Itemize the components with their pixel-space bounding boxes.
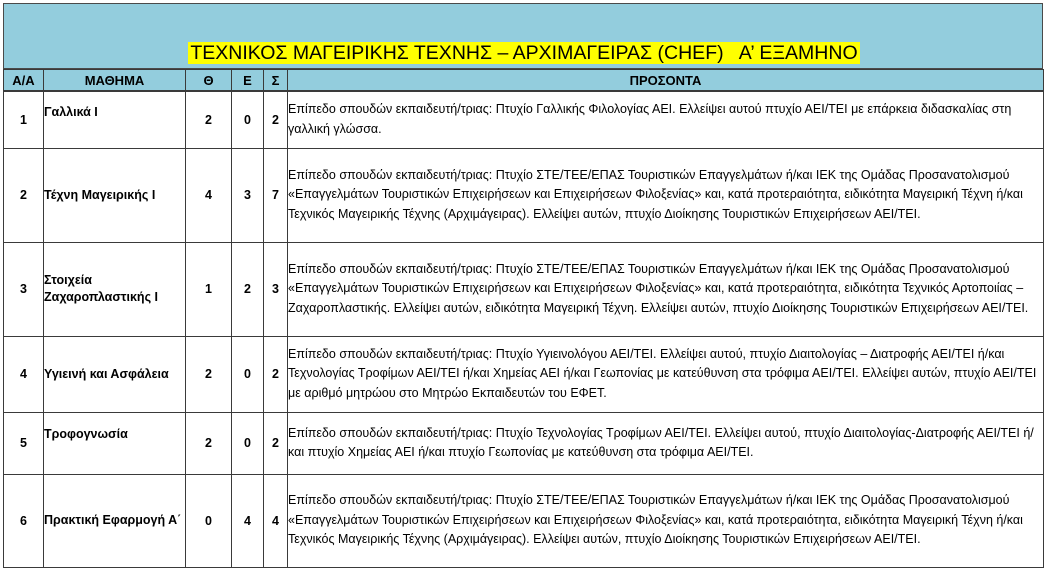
- table-row: [4, 474, 1044, 567]
- subject-name: Γαλλικά Ι: [44, 91, 186, 148]
- subject-name: Τέχνη Μαγειρικής Ι: [44, 148, 186, 242]
- qualifications-text: Επίπεδο σπουδών εκπαιδευτή/τριας: Πτυχίο ΣΤΕ/ΤΕΕ/ΕΠΑΣ Τουριστικών Επαγγελμάτων ή/και ΙΕΚ της Ομάδας Προσανατολισμού «Επαγγελμάτων Τουριστικών Επιχειρήσεων και Επιχειρήσεων Φιλοξενίας» και, κατά προτεραιότητα, ειδικότητα Μαγειρική Τέχνη ή/και Τεχνικός Μαγειρικής Τέχνης (Αρχιμάγειρας). Ελλείψει αυτών, πτυχίο Διοίκησης Τουριστικών Επιχειρήσεων ΑΕΙ/ΤΕΙ.: [288, 474, 1044, 567]
- sigma-hours: 2: [264, 412, 288, 474]
- sigma-hours: 7: [264, 148, 288, 242]
- row-number: 1: [4, 91, 44, 148]
- page-title: ΤΕΧΝΙΚΟΣ ΜΑΓΕΙΡΙΚΗΣ ΤΕΧΝΗΣ – ΑΡΧΙΜΑΓΕΙΡΑΣ (CHEF) Α’ ΕΞΑΜΗΝΟ: [190, 42, 858, 64]
- epsilon-hours: 4: [232, 474, 264, 567]
- theta-hours: 4: [186, 148, 232, 242]
- curriculum-table: [3, 69, 1044, 568]
- sigma-hours: 2: [264, 91, 288, 148]
- header-epsilon: Ε: [232, 70, 264, 92]
- table-header-row: [4, 70, 1044, 92]
- header-sigma: Σ: [264, 70, 288, 92]
- header-theta: Θ: [186, 70, 232, 92]
- row-number: 5: [4, 412, 44, 474]
- qualifications-text: Επίπεδο σπουδών εκπαιδευτή/τριας: Πτυχίο Υγιεινολόγου ΑΕΙ/ΤΕΙ. Ελλείψει αυτού, πτυχίο Διαιτολογίας – Διατροφής ΑΕΙ/ΤΕΙ ή/και Τεχνολογίας Τροφίμων ΑΕΙ/ΤΕΙ ή/και Χημείας ΑΕΙ ή/και Γεωπονίας με κατεύθυνση στα τρόφιμα ΑΕΙ/ΤΕΙ. Ελλείψει αυτών, πτυχίο ΑΕΙ/ΤΕΙ με αριθμό μητρώου στο Μητρώο Εκπαιδευτών του ΕΦΕΤ.: [288, 336, 1044, 412]
- epsilon-hours: 0: [232, 412, 264, 474]
- qualifications-text: Επίπεδο σπουδών εκπαιδευτή/τριας: Πτυχίο ΣΤΕ/ΤΕΕ/ΕΠΑΣ Τουριστικών Επαγγελμάτων ή/και ΙΕΚ της Ομάδας Προσανατολισμού «Επαγγελμάτων Τουριστικών Επιχειρήσεων και Επιχειρήσεων Φιλοξενίας» και, κατά προτεραιότητα, ειδικότητα Τεχνικός Αρτοποιίας – Ζαχαροπλαστικής. Ελλείψει αυτών, ειδικότητα Μαγειρική Τέχνη. Ελλείψει αυτών, πτυχίο Διοίκησης Τουριστικών Επιχειρήσεων ΑΕΙ/ΤΕΙ.: [288, 242, 1044, 336]
- epsilon-hours: 3: [232, 148, 264, 242]
- epsilon-hours: 0: [232, 336, 264, 412]
- subject-name: Στοιχεία Ζαχαροπλαστικής Ι: [44, 242, 186, 336]
- epsilon-hours: 0: [232, 91, 264, 148]
- theta-hours: 2: [186, 336, 232, 412]
- theta-hours: 2: [186, 91, 232, 148]
- subject-name: Τροφογνωσία: [44, 412, 186, 474]
- row-number: 6: [4, 474, 44, 567]
- title-banner: [3, 3, 1043, 69]
- header-aa: Α/Α: [4, 70, 44, 92]
- table-row: [4, 336, 1044, 412]
- theta-hours: 1: [186, 242, 232, 336]
- document-page: [3, 3, 1043, 567]
- table-row: [4, 242, 1044, 336]
- theta-hours: 0: [186, 474, 232, 567]
- theta-hours: 2: [186, 412, 232, 474]
- qualifications-text: Επίπεδο σπουδών εκπαιδευτή/τριας: Πτυχίο Γαλλικής Φιλολογίας ΑΕΙ. Ελλείψει αυτού πτυχίο ΑΕΙ/ΤΕΙ με επάρκεια διδασκαλίας στη γαλλική γλώσσα.: [288, 91, 1044, 148]
- epsilon-hours: 2: [232, 242, 264, 336]
- sigma-hours: 4: [264, 474, 288, 567]
- sigma-hours: 3: [264, 242, 288, 336]
- header-qualifications: ΠΡΟΣΟΝΤΑ: [288, 70, 1044, 92]
- header-subject: ΜΑΘΗΜΑ: [44, 70, 186, 92]
- table-row: [4, 91, 1044, 148]
- subject-name: Υγιεινή και Ασφάλεια: [44, 336, 186, 412]
- qualifications-text: Επίπεδο σπουδών εκπαιδευτή/τριας: Πτυχίο Τεχνολογίας Τροφίμων ΑΕΙ/ΤΕΙ. Ελλείψει αυτού, πτυχίο Διαιτολογίας-Διατροφής ΑΕΙ/ΤΕΙ ή/και πτυχίο Χημείας ΑΕΙ ή/και πτυχίο Γεωπονίας με κατεύθυνση στα τρόφιμα ΑΕΙ/ΤΕΙ.: [288, 412, 1044, 474]
- table-row: [4, 148, 1044, 242]
- subject-name: Πρακτική Εφαρμογή Α΄: [44, 474, 186, 567]
- row-number: 4: [4, 336, 44, 412]
- sigma-hours: 2: [264, 336, 288, 412]
- qualifications-text: Επίπεδο σπουδών εκπαιδευτή/τριας: Πτυχίο ΣΤΕ/ΤΕΕ/ΕΠΑΣ Τουριστικών Επαγγελμάτων ή/και ΙΕΚ της Ομάδας Προσανατολισμού «Επαγγελμάτων Τουριστικών Επιχειρήσεων και Επιχειρήσεων Φιλοξενίας» και, κατά προτεραιότητα, ειδικότητα Μαγειρική Τέχνη ή/και Τεχνικός Μαγειρικής Τέχνης (Αρχιμάγειρας). Ελλείψει αυτών, πτυχίο Διοίκησης Τουριστικών Επιχειρήσεων ΑΕΙ/ΤΕΙ.: [288, 148, 1044, 242]
- row-number: 2: [4, 148, 44, 242]
- table-row: [4, 412, 1044, 474]
- row-number: 3: [4, 242, 44, 336]
